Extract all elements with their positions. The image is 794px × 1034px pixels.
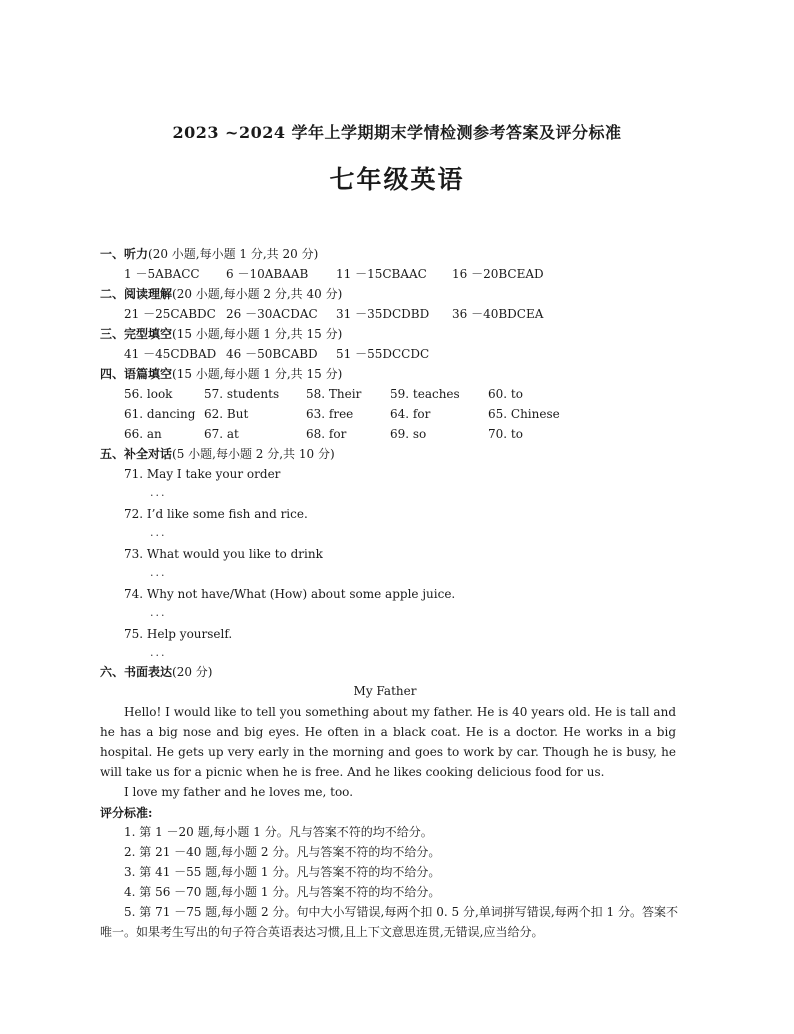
dialogue-answer: 71. May I take your order: [124, 467, 281, 481]
section-listening-heading: [100, 246, 318, 262]
answer-group: 36 －40BDCEA: [452, 307, 544, 321]
fill-answer: 64. for: [390, 407, 431, 421]
fill-answer: 70. to: [488, 427, 523, 441]
section-writing-heading: [100, 664, 212, 680]
fill-answer: 66. an: [124, 427, 162, 441]
section-heading-text: 一、听力: [100, 247, 149, 261]
answer-group: 41 －45CDBAD: [124, 347, 217, 361]
document-title: 2023 ~2024 学年上学期期末学情检测参考答案及评分标准: [172, 123, 622, 142]
fill-answer: 60. to: [488, 387, 523, 401]
ellipsis: ...: [150, 526, 167, 539]
section-passage-fill-heading: [100, 366, 342, 382]
dialogue-answer: 72. I’d like some fish and rice.: [124, 507, 308, 521]
ellipsis: ...: [150, 486, 167, 499]
answer-group: 11 －15CBAAC: [336, 267, 427, 281]
fill-answer: 65. Chinese: [488, 407, 560, 421]
ellipsis: ...: [150, 646, 167, 659]
criteria-item: 3. 第 41 －55 题,每小题 1 分。凡与答案不符的均不给分。: [124, 865, 441, 879]
essay-title: My Father: [353, 684, 417, 698]
section-note: (20 小题,每小题 1 分,共 20 分): [148, 247, 319, 261]
fill-answer: 67. at: [204, 427, 239, 441]
fill-answer: 58. Their: [306, 387, 362, 401]
section-note: (5 小题,每小题 2 分,共 10 分): [172, 447, 335, 461]
fill-answer: 68. for: [306, 427, 347, 441]
ellipsis: ...: [150, 566, 167, 579]
section-note: (20 小题,每小题 2 分,共 40 分): [172, 287, 343, 301]
fill-answer: 62. But: [204, 407, 249, 421]
section-cloze-heading: [100, 326, 342, 342]
section-heading-text: 五、补全对话: [100, 447, 173, 461]
criteria-item: 5. 第 71 －75 题,每小题 2 分。句中大小写错误,每两个扣 0. 5 分,单词拼写错误,每两个扣 1 分。答案不唯一。如果考生写出的句子符合英语表达习惯,且上下文意思连贯,无错误,应当给分。: [100, 905, 678, 939]
fill-answer: 63. free: [306, 407, 354, 421]
fill-answer: 57. students: [204, 387, 280, 401]
fill-answer: 56. look: [124, 387, 173, 401]
criteria-item: 2. 第 21 －40 题,每小题 2 分。凡与答案不符的均不给分。: [124, 845, 441, 859]
dialogue-answer: 75. Help yourself.: [124, 627, 233, 641]
answer-group: 6 －10ABAAB: [226, 267, 309, 281]
section-reading-heading: [100, 286, 342, 302]
fill-answer: 59. teaches: [390, 387, 460, 401]
dialogue-answer: 74. Why not have/What (How) about some apple juice.: [124, 587, 456, 601]
section-heading-text: 六、书面表达: [100, 665, 173, 679]
section-note: (15 小题,每小题 1 分,共 15 分): [172, 367, 343, 381]
section-heading-text: 三、完型填空: [100, 327, 173, 341]
fill-answer: 61. dancing: [124, 407, 196, 421]
criteria-item: 4. 第 56 －70 题,每小题 1 分。凡与答案不符的均不给分。: [124, 885, 441, 899]
section-note: (15 小题,每小题 1 分,共 15 分): [172, 327, 343, 341]
section-heading-text: 四、语篇填空: [100, 367, 173, 381]
section-dialogue-heading: [100, 446, 335, 462]
essay-paragraph: Hello! I would like to tell you something about my father. He is 40 years old. He is tall and he has a big nose and big eyes. He often in a black coat. He is a doctor. He works in a big hospital. He gets up very early in the morning and goes to work by car. Though he is busy, he will take us for a picnic when he is free. And he likes cooking delicious food for us.: [100, 705, 676, 779]
criteria-item: 1. 第 1 －20 题,每小题 1 分。凡与答案不符的均不给分。: [124, 825, 433, 839]
fill-answer: 69. so: [390, 427, 427, 441]
criteria-heading: 评分标准:: [100, 806, 153, 820]
answer-group: 16 －20BCEAD: [452, 267, 544, 281]
dialogue-answer: 73. What would you like to drink: [124, 547, 323, 561]
section-heading-text: 二、阅读理解: [100, 287, 173, 301]
ellipsis: ...: [150, 606, 167, 619]
document-subtitle: 七年级英语: [329, 165, 465, 194]
answer-group: 1 －5ABACC: [124, 267, 200, 281]
section-note: (20 分): [172, 665, 213, 679]
answer-group: 51 －55DCCDC: [336, 347, 430, 361]
answer-group: 21 －25CABDC: [124, 307, 216, 321]
answer-group: 26 －30ACDAC: [226, 307, 318, 321]
answer-group: 46 －50BCABD: [226, 347, 318, 361]
essay-paragraph: I love my father and he loves me, too.: [124, 785, 354, 799]
answer-group: 31 －35DCDBD: [336, 307, 430, 321]
